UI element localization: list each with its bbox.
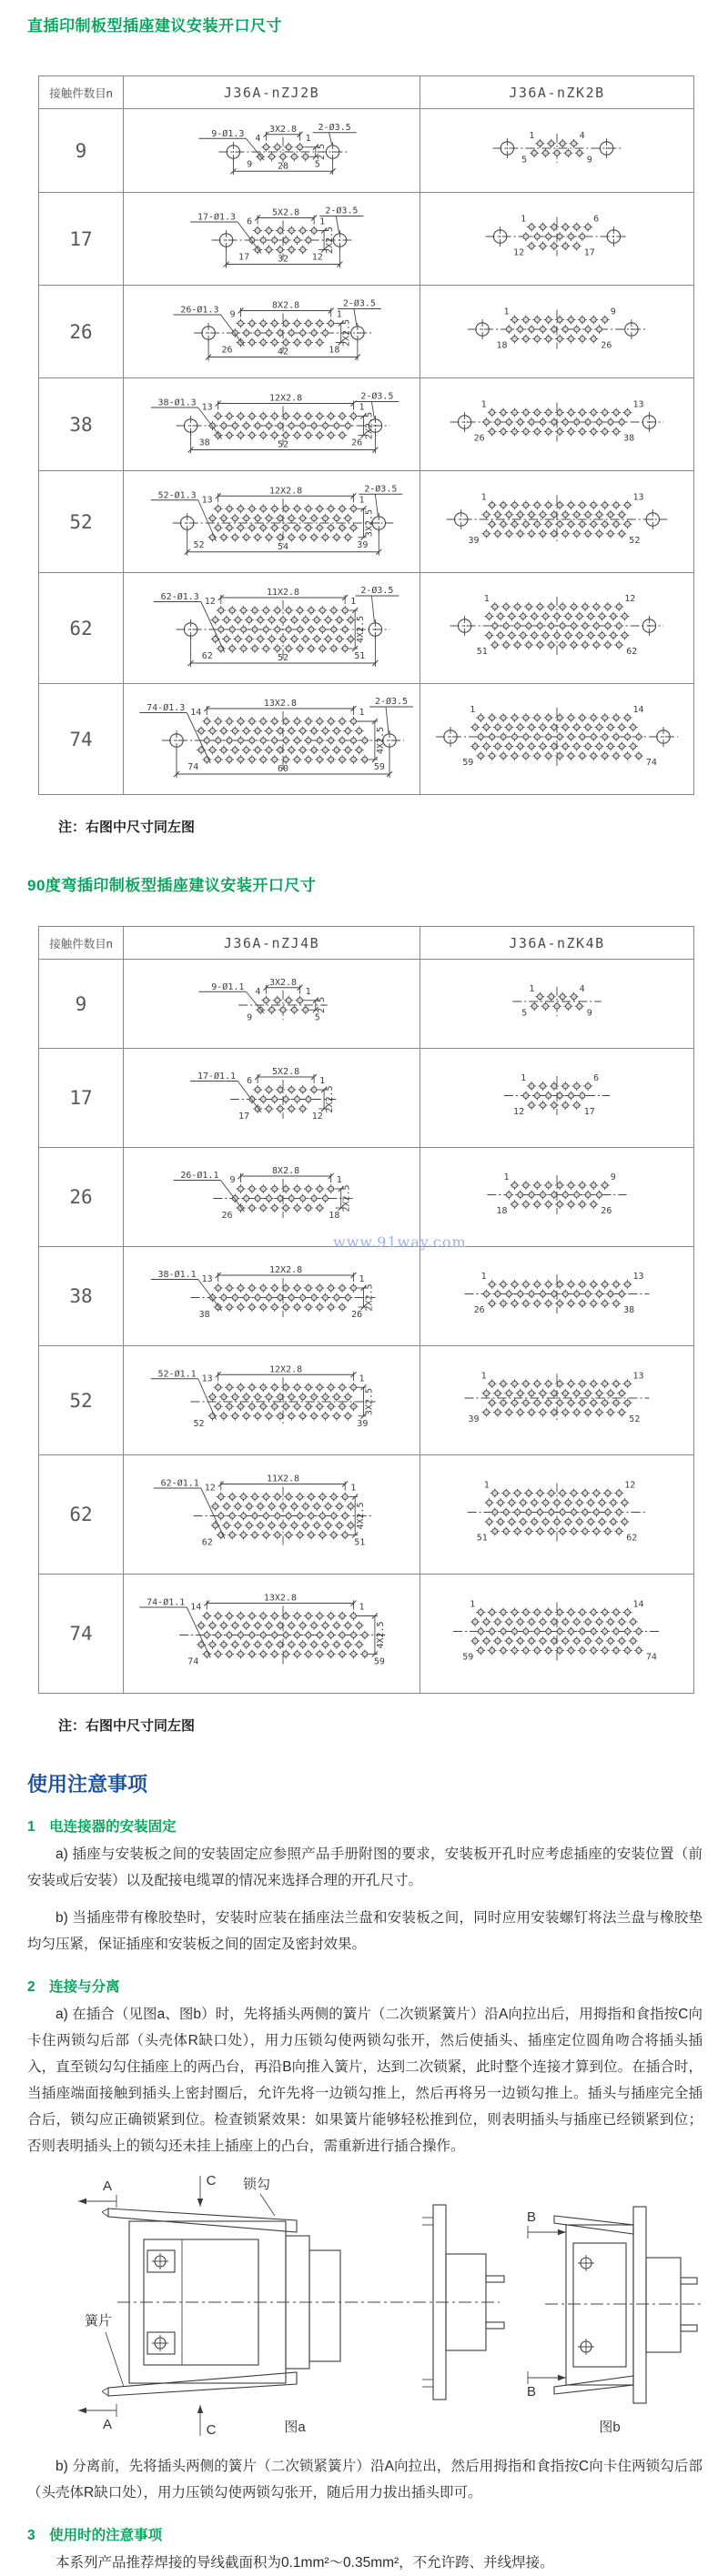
- para-separate-b: b) 分离前，先将插头两侧的簧片（二次锁紧簧片）沿A向拉出，然后用拇指和食指按C向卡住两锁勾后部（头壳体R缺口处），用力压锁勾使两锁勾张开，随后用力拔出插头即可。: [27, 2459, 703, 2501]
- svg-text:1: 1: [305, 133, 311, 144]
- svg-text:2-Ø3.5: 2-Ø3.5: [363, 484, 397, 495]
- table-row: [39, 193, 694, 286]
- svg-text:59: 59: [373, 762, 385, 772]
- svg-text:62: 62: [201, 651, 213, 661]
- svg-text:A: A: [102, 2179, 113, 2194]
- svg-text:6: 6: [246, 216, 252, 227]
- svg-text:2-Ø3.5: 2-Ø3.5: [318, 122, 351, 133]
- footprint-left: [124, 109, 420, 193]
- connection-figure: [22, 2170, 728, 2448]
- contact-count: 9: [39, 109, 124, 193]
- footprint-left: [124, 471, 420, 573]
- svg-text:28: 28: [277, 161, 288, 172]
- svg-text:74: 74: [645, 1652, 657, 1663]
- svg-text:26-Ø1.1: 26-Ø1.1: [179, 1171, 218, 1181]
- footprint-svg: [128, 287, 416, 371]
- svg-text:簧片: 簧片: [84, 2313, 113, 2329]
- svg-text:14: 14: [632, 1599, 644, 1610]
- svg-text:5X2.8: 5X2.8: [271, 207, 299, 218]
- svg-text:2.5: 2.5: [316, 143, 327, 161]
- svg-text:14: 14: [189, 708, 201, 718]
- svg-text:5: 5: [314, 159, 320, 170]
- table-row: [39, 573, 694, 684]
- svg-text:9: 9: [246, 1012, 252, 1023]
- contact-count: 38: [39, 378, 124, 471]
- svg-text:59: 59: [462, 1652, 474, 1663]
- footprint-svg: [422, 1150, 692, 1240]
- svg-text:52: 52: [192, 1418, 204, 1429]
- svg-text:18: 18: [328, 345, 339, 356]
- footprint-svg: [128, 1150, 416, 1240]
- table-row: [39, 1247, 694, 1346]
- svg-text:39: 39: [356, 1418, 368, 1429]
- svg-text:38-Ø1.1: 38-Ø1.1: [157, 1270, 197, 1280]
- contact-count: 17: [39, 193, 124, 286]
- svg-text:12: 12: [513, 247, 525, 258]
- svg-text:1: 1: [483, 1480, 490, 1491]
- para-connect-a: a) 在插合（见图a、图b）时，先将插头两侧的簧片（二次锁紧簧片）沿A向拉出后，用拇指和食指按C向卡住两锁勾后部（头壳体R缺口处），用力压锁勾使两锁勾张开，然后使插头、插座定位圆角吻合将插头插入，直至锁勾勾住插座上的两凸台，再沿B向推入簧片，达到二次锁紧，此时整个连接才算到位。在插合时，当插座端面接触到插头上密封圈后，允许先将一边锁勾推上，然后再将另一边锁勾推上。插头与插座完全插合后，锁勾应正确锁紧到位。检查锁紧效果：如果簧片能够轻松推到位，则表明插头与插座已经锁紧到位；否则表明插头上的锁勾还未挂上插座上的凸台，需重新进行插合操作。: [27, 2007, 703, 2154]
- col-header: J36A-nZK4B: [420, 927, 694, 960]
- footprint-svg: [422, 473, 692, 566]
- footprint-right: [420, 573, 694, 684]
- svg-text:A: A: [102, 2417, 113, 2432]
- svg-text:1: 1: [318, 216, 325, 227]
- svg-text:6: 6: [246, 1076, 252, 1086]
- svg-text:1: 1: [480, 492, 487, 503]
- svg-text:4: 4: [254, 133, 260, 144]
- svg-text:9: 9: [610, 307, 616, 317]
- footprint-right: [420, 378, 694, 471]
- svg-text:1: 1: [483, 594, 490, 604]
- svg-text:38: 38: [198, 438, 210, 448]
- col-header: J36A-nZK2B: [420, 76, 694, 109]
- svg-text:锁勾: 锁勾: [242, 2177, 271, 2192]
- svg-text:9: 9: [228, 309, 235, 320]
- svg-text:2X2.5: 2X2.5: [341, 318, 352, 347]
- svg-text:74-Ø1.1: 74-Ø1.1: [146, 1597, 185, 1608]
- svg-text:26: 26: [350, 438, 362, 448]
- footprint-svg: [128, 195, 416, 278]
- svg-text:2X2.5: 2X2.5: [364, 1283, 374, 1312]
- svg-text:12: 12: [513, 1107, 525, 1117]
- subhead-usage-cautions: 3 使用时的注意事项: [27, 2528, 163, 2543]
- svg-text:C: C: [206, 2173, 217, 2189]
- svg-text:52-Ø1.1: 52-Ø1.1: [157, 1369, 197, 1380]
- footprint-left: [124, 573, 420, 684]
- footprint-svg: [128, 575, 416, 677]
- svg-text:B: B: [526, 2209, 537, 2225]
- svg-text:74-Ø1.3: 74-Ø1.3: [146, 703, 185, 713]
- svg-text:26: 26: [601, 340, 612, 351]
- footprint-right: [420, 109, 694, 193]
- svg-text:52-Ø1.3: 52-Ø1.3: [157, 490, 197, 501]
- svg-text:12X2.8: 12X2.8: [268, 1265, 302, 1275]
- svg-text:1: 1: [470, 1599, 476, 1610]
- svg-text:1: 1: [349, 1483, 356, 1494]
- svg-text:17: 17: [238, 1112, 249, 1122]
- svg-text:1: 1: [480, 399, 487, 410]
- footprint-svg: [422, 686, 692, 788]
- footprint-left: [124, 1049, 420, 1148]
- svg-text:17-Ø1.1: 17-Ø1.1: [197, 1072, 236, 1082]
- svg-text:2X2.5: 2X2.5: [341, 1184, 352, 1213]
- svg-text:51: 51: [353, 1537, 365, 1548]
- table-row: [39, 684, 694, 795]
- svg-text:18: 18: [328, 1211, 339, 1221]
- svg-text:39: 39: [468, 1414, 480, 1424]
- subhead-mounting: 1 电连接器的安装固定: [27, 1819, 177, 1835]
- footprint-svg: [422, 380, 692, 464]
- svg-text:51: 51: [476, 1533, 488, 1544]
- svg-text:17: 17: [583, 247, 595, 258]
- svg-text:59: 59: [373, 1656, 385, 1667]
- section-title-bent-mount: 90度弯插印制板型插座建议安装开口尺寸: [27, 877, 317, 894]
- svg-text:1: 1: [359, 402, 365, 413]
- svg-text:13: 13: [632, 1272, 644, 1282]
- table-row: [39, 1455, 694, 1575]
- svg-text:26: 26: [473, 433, 485, 444]
- subhead-connect-separate: 2 连接与分离: [27, 1979, 120, 1995]
- footprint-left: [124, 1346, 420, 1455]
- col-header: J36A-nZJ2B: [124, 76, 420, 109]
- svg-text:26-Ø1.3: 26-Ø1.3: [179, 305, 218, 316]
- svg-text:18: 18: [496, 340, 508, 351]
- svg-text:12: 12: [311, 252, 323, 263]
- usage-notes-heading: 使用注意事项: [27, 1773, 148, 1796]
- svg-text:13: 13: [201, 1274, 213, 1284]
- svg-text:2.5: 2.5: [316, 996, 327, 1014]
- svg-text:38-Ø1.3: 38-Ø1.3: [157, 397, 197, 408]
- svg-text:39: 39: [356, 539, 368, 550]
- footprint-svg: [128, 1051, 416, 1141]
- svg-text:13: 13: [632, 1371, 644, 1382]
- svg-text:3X2.5: 3X2.5: [364, 1387, 374, 1416]
- header-row: [39, 76, 694, 109]
- svg-text:17: 17: [238, 252, 249, 263]
- footprint-left: [124, 193, 420, 286]
- svg-text:12: 12: [204, 597, 216, 607]
- footprint-svg: [422, 1051, 692, 1141]
- note-under-table2: 注：右图中尺寸同左图: [58, 1718, 196, 1734]
- footprint-svg: [128, 1249, 416, 1339]
- svg-text:52: 52: [277, 653, 288, 663]
- contact-count: 17: [39, 1049, 124, 1148]
- footprint-right: [420, 471, 694, 573]
- contact-count: 9: [39, 960, 124, 1049]
- svg-text:4: 4: [579, 130, 585, 141]
- svg-text:12X2.8: 12X2.8: [268, 486, 302, 497]
- svg-text:26: 26: [601, 1206, 612, 1216]
- svg-text:59: 59: [462, 758, 474, 768]
- svg-text:4: 4: [254, 986, 260, 997]
- svg-text:12X2.8: 12X2.8: [268, 393, 302, 404]
- svg-text:4: 4: [579, 983, 585, 994]
- footprint-svg: [128, 1457, 416, 1567]
- svg-text:12X2.8: 12X2.8: [268, 1364, 302, 1375]
- footprint-svg: [128, 961, 416, 1041]
- table-row: [39, 1346, 694, 1455]
- table-row: [39, 378, 694, 471]
- svg-text:1: 1: [359, 708, 365, 718]
- footprint-right: [420, 684, 694, 795]
- svg-text:6: 6: [593, 1073, 600, 1083]
- footprint-svg: [422, 1249, 692, 1339]
- para-solder-wire: 本系列产品推荐焊接的导线截面积为0.1mm²～0.35mm²，不允许跨、并线焊接。: [56, 2555, 554, 2571]
- para-mounting-b: b) 当插座带有橡胶垫时，安装时应装在插座法兰盘和安装板之间，同时应用安装螺钉将法兰盘与橡胶垫均匀压紧，保证插座和安装板之间的固定及密封效果。: [27, 1910, 703, 1952]
- table-row: [39, 1049, 694, 1148]
- svg-text:2-Ø3.5: 2-Ø3.5: [324, 206, 358, 216]
- svg-text:9-Ø1.1: 9-Ø1.1: [210, 981, 244, 992]
- svg-text:38: 38: [198, 1310, 210, 1320]
- footprint-right: [420, 1346, 694, 1455]
- svg-text:1: 1: [503, 1172, 510, 1182]
- svg-text:14: 14: [632, 705, 644, 715]
- svg-text:图b: 图b: [599, 2420, 621, 2435]
- svg-text:1: 1: [305, 986, 311, 997]
- svg-text:17: 17: [583, 1107, 595, 1117]
- connection-figure-svg: [22, 2170, 713, 2443]
- svg-text:2X2.5: 2X2.5: [364, 411, 374, 440]
- footprint-svg: [128, 111, 416, 186]
- footprint-left: [124, 286, 420, 378]
- svg-text:13: 13: [632, 399, 644, 410]
- contact-count: 62: [39, 1455, 124, 1575]
- svg-text:9: 9: [586, 1008, 592, 1019]
- footprint-svg: [422, 111, 692, 186]
- footprint-right: [420, 1148, 694, 1247]
- footprint-svg: [422, 1348, 692, 1448]
- svg-text:9-Ø1.3: 9-Ø1.3: [210, 128, 244, 139]
- svg-text:26: 26: [350, 1310, 362, 1320]
- col-header: 接触件数目n: [39, 76, 124, 109]
- svg-text:52: 52: [629, 1414, 641, 1424]
- svg-text:52: 52: [192, 539, 204, 550]
- col-header: J36A-nZJ4B: [124, 927, 420, 960]
- header-row: [39, 927, 694, 960]
- svg-text:38: 38: [623, 1305, 635, 1315]
- svg-text:32: 32: [277, 254, 288, 265]
- svg-text:18: 18: [496, 1206, 508, 1216]
- svg-text:1: 1: [480, 1272, 487, 1282]
- svg-text:12: 12: [624, 594, 636, 604]
- svg-text:C: C: [206, 2422, 217, 2438]
- table-row: [39, 471, 694, 573]
- svg-text:62-Ø1.1: 62-Ø1.1: [160, 1478, 199, 1489]
- contact-count: 74: [39, 1575, 124, 1694]
- svg-text:5: 5: [521, 1008, 528, 1019]
- contact-count: 38: [39, 1247, 124, 1346]
- svg-text:42: 42: [277, 347, 288, 357]
- footprint-svg: [422, 195, 692, 278]
- svg-text:9: 9: [610, 1172, 616, 1182]
- table-row: [39, 286, 694, 378]
- note-under-table1: 注：右图中尺寸同左图: [58, 820, 196, 835]
- footprint-right: [420, 1455, 694, 1575]
- svg-text:11X2.8: 11X2.8: [266, 1474, 299, 1484]
- svg-text:5: 5: [314, 1012, 320, 1023]
- table-row: [39, 1148, 694, 1247]
- svg-text:62: 62: [626, 647, 638, 657]
- svg-text:13X2.8: 13X2.8: [263, 699, 297, 709]
- svg-text:3X2.8: 3X2.8: [268, 124, 297, 135]
- table1: [38, 75, 694, 795]
- svg-text:74: 74: [645, 758, 657, 768]
- contact-count: 52: [39, 1346, 124, 1455]
- watermark: www.91way.com: [333, 1233, 467, 1251]
- svg-text:6: 6: [593, 214, 600, 225]
- svg-text:13: 13: [201, 1374, 213, 1384]
- svg-text:13X2.8: 13X2.8: [263, 1593, 297, 1604]
- footprint-left: [124, 1247, 420, 1346]
- svg-text:1: 1: [521, 214, 527, 225]
- svg-text:1: 1: [521, 1073, 527, 1083]
- svg-text:17-Ø1.3: 17-Ø1.3: [197, 212, 236, 223]
- footprint-right: [420, 1575, 694, 1694]
- col-header: 接触件数目n: [39, 927, 124, 960]
- footprint-svg: [128, 1348, 416, 1448]
- svg-text:1: 1: [529, 983, 535, 994]
- svg-text:60: 60: [277, 764, 288, 774]
- svg-text:5: 5: [521, 155, 528, 166]
- svg-text:5X2.8: 5X2.8: [271, 1067, 299, 1077]
- svg-text:1: 1: [336, 309, 342, 320]
- contact-count: 62: [39, 573, 124, 684]
- svg-text:54: 54: [277, 541, 288, 552]
- svg-text:1: 1: [503, 307, 510, 317]
- svg-text:8X2.8: 8X2.8: [271, 1166, 299, 1176]
- svg-text:1: 1: [480, 1371, 487, 1382]
- footprint-svg: [128, 1576, 416, 1686]
- svg-text:1: 1: [529, 130, 535, 141]
- svg-text:9: 9: [228, 1175, 235, 1185]
- svg-text:52: 52: [277, 439, 288, 450]
- contact-count: 52: [39, 471, 124, 573]
- footprint-left: [124, 960, 420, 1049]
- svg-text:4X2.5: 4X2.5: [355, 615, 366, 644]
- contact-count: 26: [39, 286, 124, 378]
- svg-text:2-Ø3.5: 2-Ø3.5: [374, 697, 408, 707]
- svg-text:2-Ø3.5: 2-Ø3.5: [342, 298, 376, 309]
- svg-text:2-Ø3.5: 2-Ø3.5: [359, 391, 393, 402]
- svg-text:74: 74: [187, 1656, 198, 1667]
- footprint-svg: [422, 961, 692, 1041]
- svg-text:1: 1: [318, 1076, 325, 1086]
- svg-text:8X2.8: 8X2.8: [271, 300, 299, 311]
- svg-text:12: 12: [624, 1480, 636, 1491]
- svg-text:14: 14: [189, 1602, 201, 1613]
- table-row: [39, 1575, 694, 1694]
- svg-text:51: 51: [353, 651, 365, 661]
- svg-text:1: 1: [336, 1175, 342, 1185]
- svg-text:13: 13: [201, 402, 213, 413]
- footprint-svg: [128, 380, 416, 464]
- footprint-svg: [422, 287, 692, 371]
- svg-text:62: 62: [626, 1533, 638, 1544]
- svg-text:1: 1: [359, 495, 365, 506]
- contact-count: 74: [39, 684, 124, 795]
- footprint-svg: [128, 686, 416, 788]
- footprint-svg: [422, 1576, 692, 1686]
- svg-text:3X2.5: 3X2.5: [364, 508, 374, 538]
- svg-text:52: 52: [629, 535, 641, 546]
- svg-text:74: 74: [187, 762, 198, 772]
- footprint-left: [124, 1575, 420, 1694]
- footprint-svg: [422, 575, 692, 677]
- svg-text:3X2.8: 3X2.8: [268, 977, 297, 988]
- footprint-left: [124, 1455, 420, 1575]
- footprint-right: [420, 960, 694, 1049]
- section-title-straight-mount: 直插印制板型插座建议安装开口尺寸: [27, 17, 282, 35]
- svg-text:51: 51: [476, 647, 488, 657]
- svg-text:B: B: [526, 2384, 537, 2400]
- svg-text:4X2.5: 4X2.5: [355, 1502, 366, 1530]
- footprint-svg: [128, 473, 416, 566]
- footprint-right: [420, 193, 694, 286]
- svg-text:9: 9: [586, 155, 592, 166]
- svg-text:12: 12: [311, 1112, 323, 1122]
- footprint-right: [420, 286, 694, 378]
- svg-text:38: 38: [623, 433, 635, 444]
- footprint-left: [124, 684, 420, 795]
- svg-text:13: 13: [632, 492, 644, 503]
- svg-text:1: 1: [470, 705, 476, 715]
- svg-text:1: 1: [359, 1374, 365, 1384]
- table2: [38, 926, 694, 1694]
- svg-text:26: 26: [220, 345, 232, 356]
- svg-text:62-Ø1.3: 62-Ø1.3: [160, 592, 199, 602]
- footprint-left: [124, 1148, 420, 1247]
- svg-text:4X2.5: 4X2.5: [375, 726, 386, 755]
- footprint-right: [420, 1247, 694, 1346]
- contact-count: 26: [39, 1148, 124, 1247]
- footprint-left: [124, 378, 420, 471]
- svg-text:13: 13: [201, 495, 213, 506]
- footprint-right: [420, 1049, 694, 1148]
- svg-text:26: 26: [473, 1305, 485, 1315]
- footprint-svg: [422, 1457, 692, 1567]
- svg-text:26: 26: [220, 1211, 232, 1221]
- para-mounting-a: a) 插座与安装板之间的安装固定应参照产品手册附图的要求，安装板开孔时应考虑插座的安装位置（前安装或后安装）以及配接电缆罩的情况来选择合理的开孔尺寸。: [27, 1846, 703, 1888]
- svg-text:4X2.5: 4X2.5: [375, 1621, 386, 1649]
- svg-text:1: 1: [349, 597, 356, 607]
- datasheet-page: [0, 13, 728, 2571]
- svg-text:2X2.5: 2X2.5: [324, 1085, 335, 1113]
- svg-text:62: 62: [201, 1537, 213, 1548]
- svg-text:1: 1: [359, 1602, 365, 1613]
- table-row: [39, 109, 694, 193]
- svg-text:图a: 图a: [284, 2420, 306, 2435]
- svg-text:39: 39: [468, 535, 480, 546]
- svg-text:12: 12: [204, 1483, 216, 1494]
- svg-text:11X2.8: 11X2.8: [266, 588, 299, 598]
- svg-text:9: 9: [246, 159, 252, 170]
- table-row: [39, 960, 694, 1049]
- svg-text:1: 1: [359, 1274, 365, 1284]
- svg-text:2-Ø3.5: 2-Ø3.5: [359, 586, 393, 596]
- svg-text:2X2.5: 2X2.5: [324, 226, 335, 255]
